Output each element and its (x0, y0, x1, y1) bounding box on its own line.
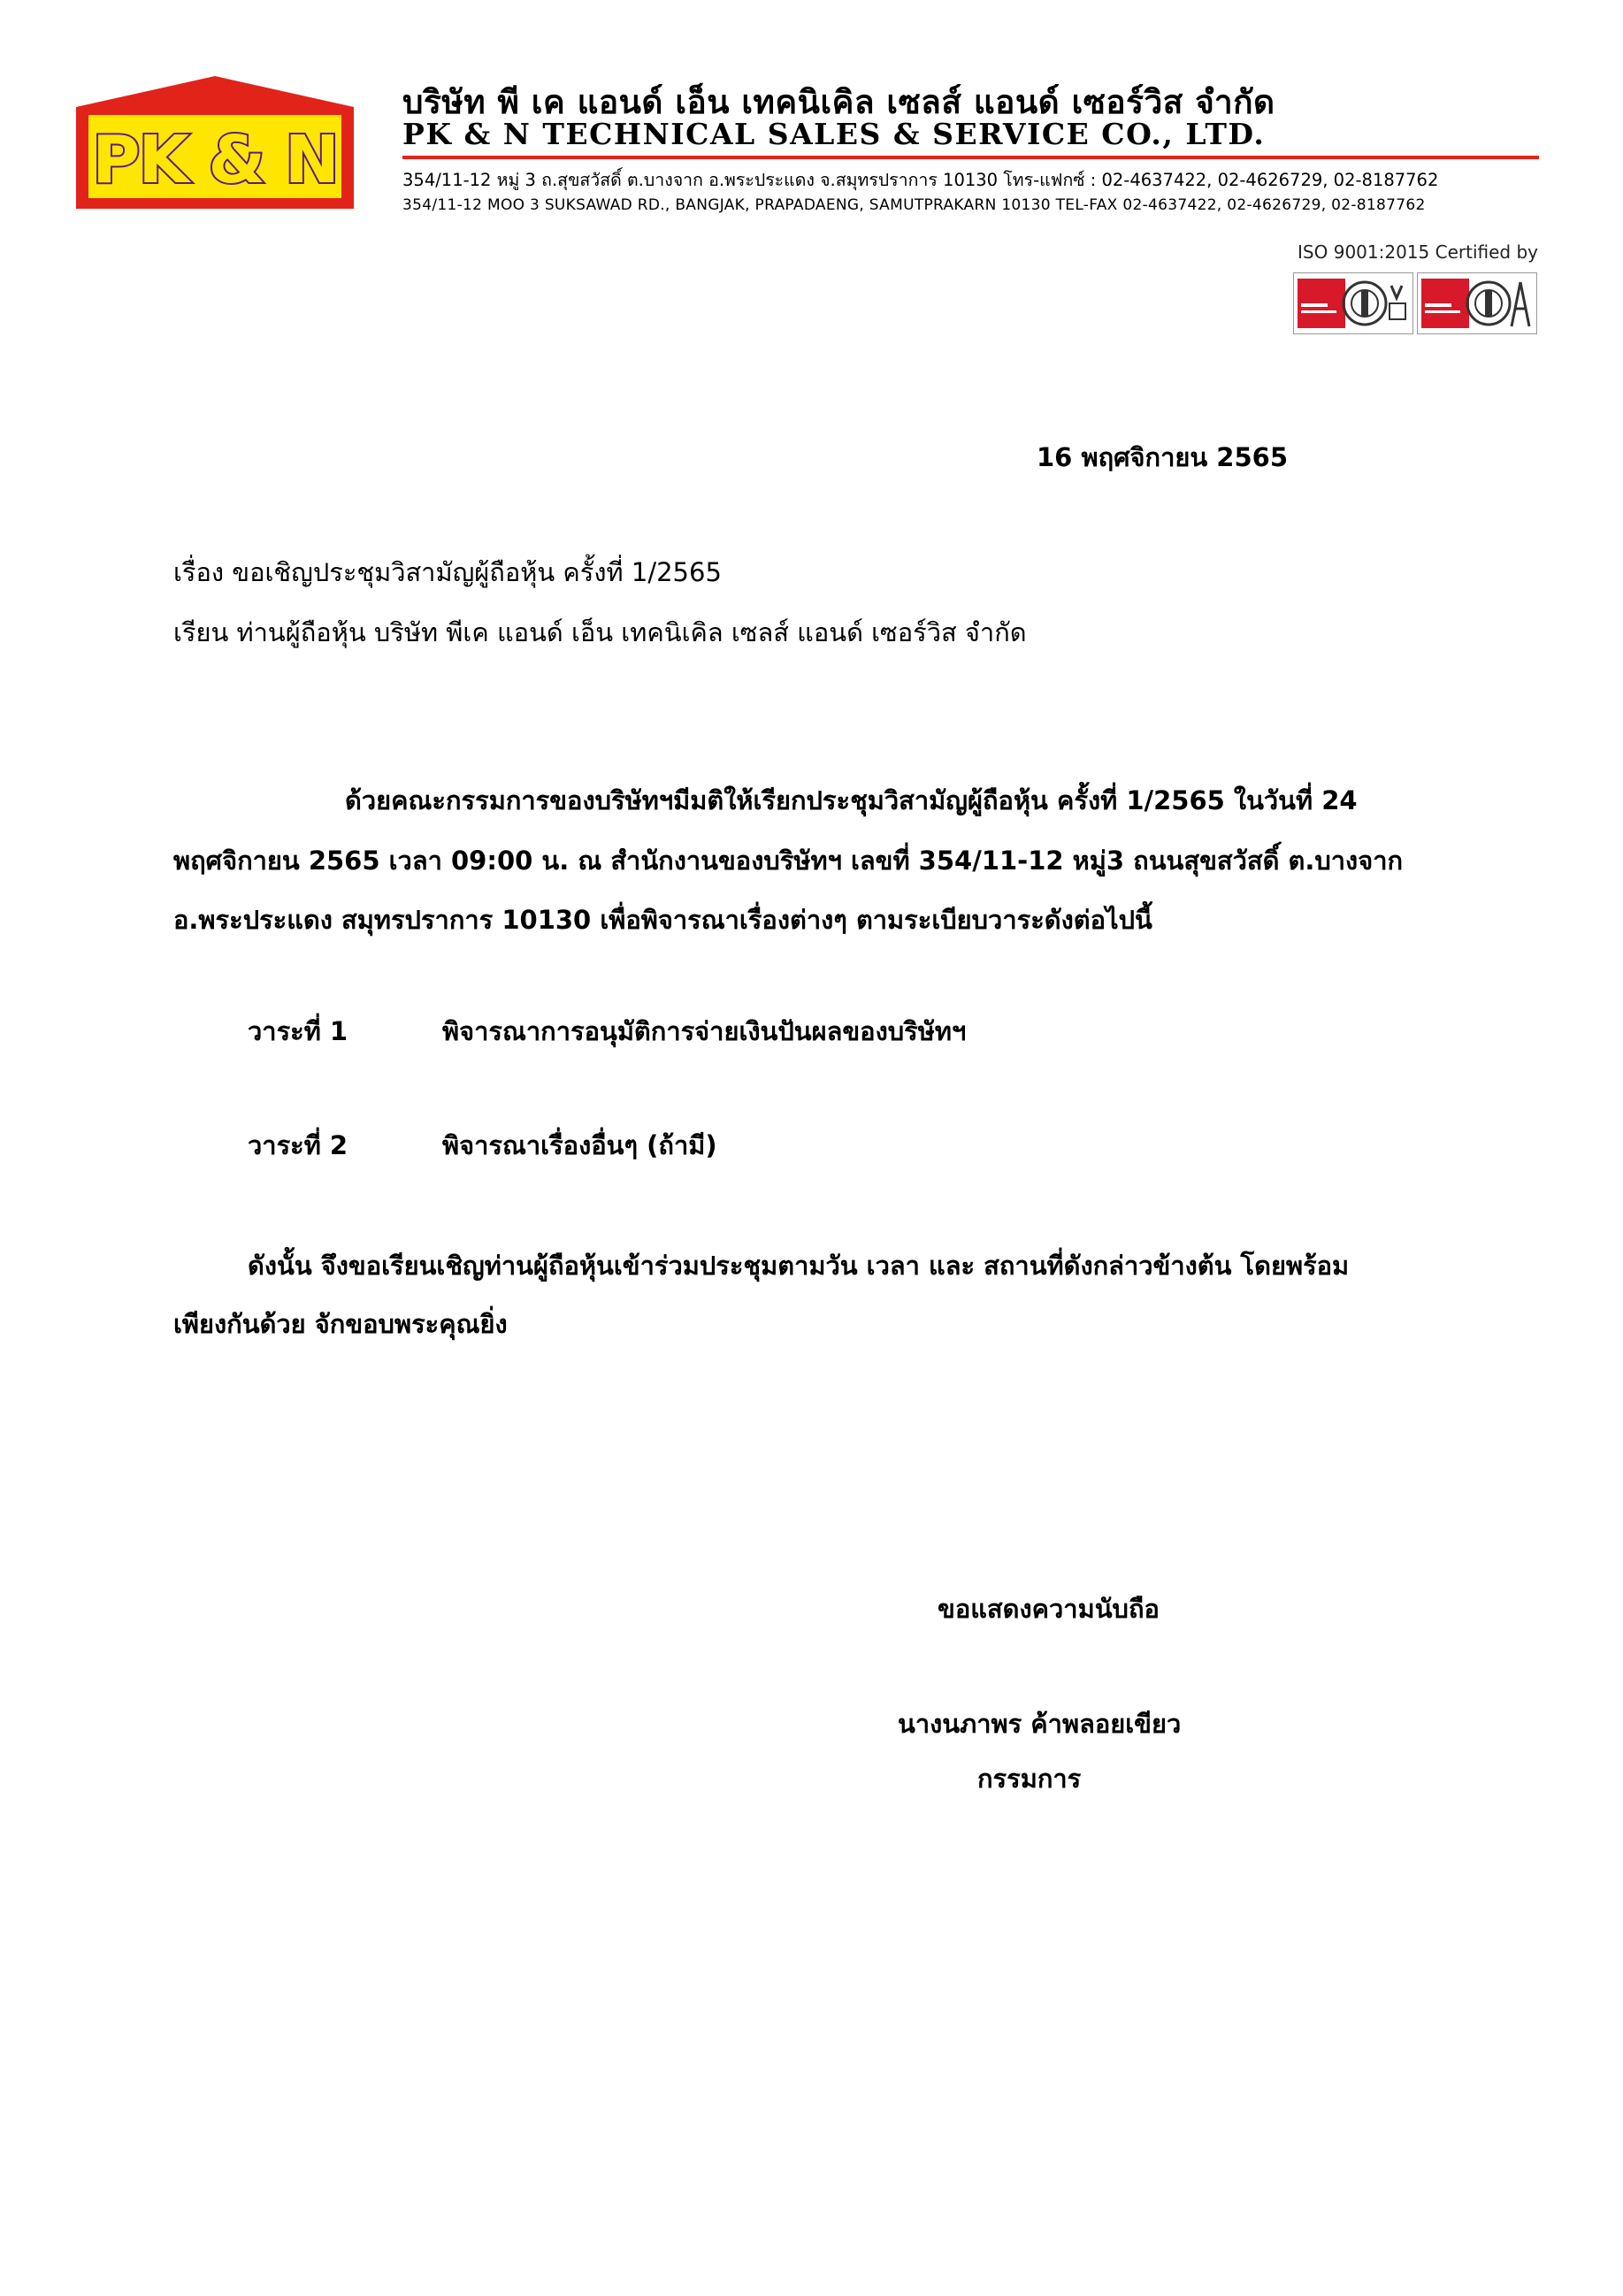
agenda-text: พิจารณาการอนุมัติการจ่ายเงินปันผลของบริษัทฯ (442, 1016, 967, 1046)
bureau-veritas-ukas-badge (1293, 272, 1413, 334)
logo-text: PK & N (92, 122, 338, 198)
header-divider (402, 156, 1539, 159)
paragraph-line: ดังนั้น จึงขอเรียนเชิญท่านผู้ถือหุ้นเข้าร่วมประชุมตามวัน เวลา และ สถานที่ดังกล่าวข้างต้น โดยพร้อม (248, 1251, 1350, 1281)
signer-position: กรรมการ (977, 1764, 1082, 1794)
paragraph-line: อ.พระประแดง สมุทรปราการ 10130 เพื่อพิจารณาเรื่องต่างๆ ตามระเบียบวาระดังต่อไปนี้ (173, 905, 1152, 935)
company-name-thai: บริษัท พี เค แอนด์ เอ็น เทคนิเคิล เซลส์ แอนด์ เซอร์วิส จำกัด (402, 83, 1275, 121)
letter-subject: เรื่อง ขอเชิญประชุมวิสามัญผู้ถือหุ้น ครั้งที่ 1/2565 (173, 557, 722, 587)
company-name-english: PK & N TECHNICAL SALES & SERVICE CO., LTD. (402, 117, 1266, 151)
company-address-thai: 354/11-12 หมู่ 3 ถ.สุขสวัสดิ์ ต.บางจาก อ.พระประแดง จ.สมุทรปราการ 10130 โทร-แฟกซ์ : 02-4637422, 02-4626729, 02-8187762 (402, 170, 1439, 190)
paragraph-line: พฤศจิกายน 2565 เวลา 09:00 น. ณ สำนักงานของบริษัทฯ เลขที่ 354/11-12 หมู่3 ถนนสุขสวัสดิ์ ต.บางจาก (173, 846, 1404, 876)
bureau-veritas-badge (1417, 272, 1537, 334)
paragraph-line: ด้วยคณะกรรมการของบริษัทฯมีมติให้เรียกประชุมวิสามัญผู้ถือหุ้น ครั้งที่ 1/2565 ในวันที่ 24 (345, 785, 1358, 815)
closing-phrase: ขอแสดงความนับถือ (938, 1594, 1160, 1624)
letter-salutation: เรียน ท่านผู้ถือหุ้น บริษัท พีเค แอนด์ เอ็น เทคนิเคิล เซลส์ แอนด์ เซอร์วิส จำกัด (173, 617, 1027, 647)
company-logo (76, 76, 354, 209)
letter-date: 16 พฤศจิกายน 2565 (1037, 442, 1288, 472)
agenda-number: วาระที่ 2 (248, 1130, 348, 1160)
iso-certification-text: ISO 9001:2015 Certified by (1298, 241, 1538, 263)
company-address-english: 354/11-12 MOO 3 SUKSAWAD RD., BANGJAK, PRAPADAENG, SAMUTPRAKARN 10130 TEL-FAX 02-4637422, 02-4626729, 02-8187762 (402, 196, 1426, 214)
certification-badges (1293, 272, 1537, 334)
paragraph-line: เพียงกันด้วย จักขอบพระคุณยิ่ง (173, 1309, 508, 1339)
agenda-number: วาระที่ 1 (248, 1016, 348, 1046)
agenda-text: พิจารณาเรื่องอื่นๆ (ถ้ามี) (442, 1130, 717, 1160)
signer-name: นางนภาพร ค้าพลอยเขียว (898, 1709, 1182, 1739)
